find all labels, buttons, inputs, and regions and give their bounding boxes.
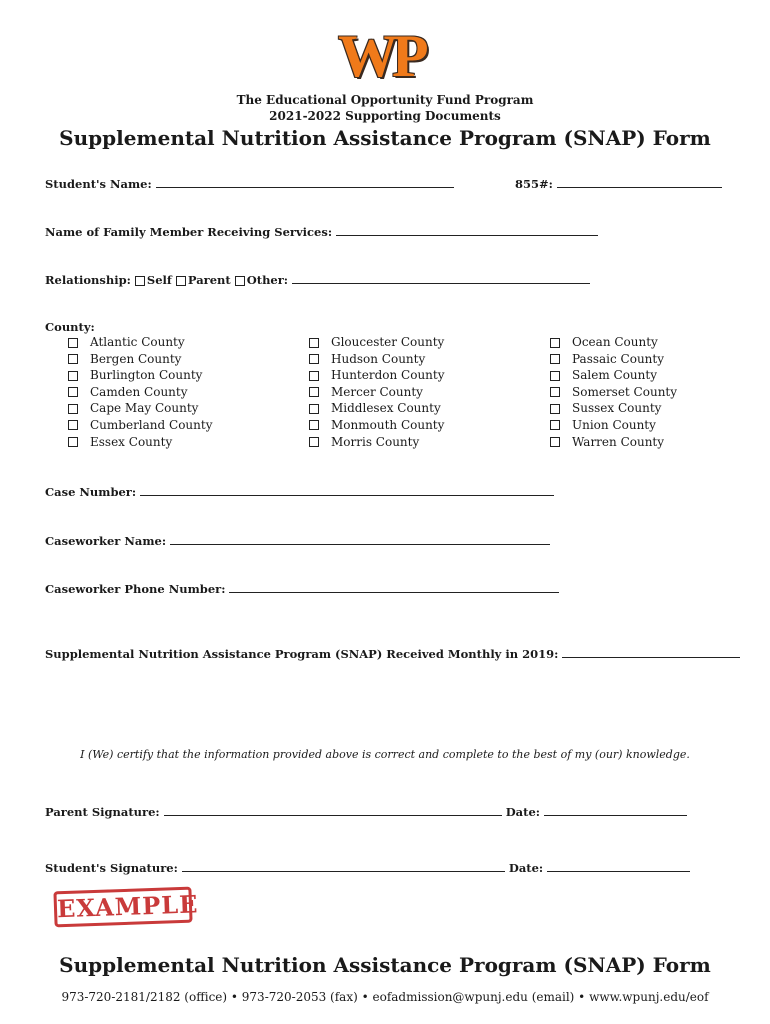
county-option[interactable] <box>68 367 213 384</box>
other-checkbox[interactable] <box>235 276 245 286</box>
county-name: Hunterdon County <box>331 368 445 383</box>
county-option[interactable] <box>68 434 213 451</box>
county-checkbox[interactable] <box>68 354 78 364</box>
county-name: Passaic County <box>572 351 664 366</box>
county-name: Middlesex County <box>331 401 441 416</box>
caseworker-phone-field[interactable] <box>45 581 559 596</box>
county-checkbox[interactable] <box>550 354 560 364</box>
county-checkbox[interactable] <box>309 420 319 430</box>
snap-received-field[interactable] <box>45 646 740 661</box>
county-name: Hudson County <box>331 351 426 366</box>
county-option[interactable] <box>68 417 213 434</box>
county-name: Mercer County <box>331 384 423 399</box>
county-option[interactable] <box>68 400 213 417</box>
id-855-line[interactable] <box>557 176 722 188</box>
relationship-field[interactable] <box>45 272 590 287</box>
county-option[interactable] <box>309 351 445 368</box>
county-column-2 <box>309 334 445 450</box>
county-checkbox[interactable] <box>550 420 560 430</box>
family-member-label: Name of Family Member Receiving Services: <box>45 225 333 239</box>
caseworker-name-line[interactable] <box>170 533 550 545</box>
student-signature-label: Student's Signature: <box>45 861 178 875</box>
county-checkbox[interactable] <box>68 420 78 430</box>
county-checkbox[interactable] <box>309 354 319 364</box>
id-855-field[interactable] <box>515 176 722 191</box>
program-year: 2021-2022 Supporting Documents <box>269 109 501 123</box>
county-checkbox[interactable] <box>309 437 319 447</box>
caseworker-phone-label: Caseworker Phone Number: <box>45 582 226 596</box>
county-checkbox[interactable] <box>68 387 78 397</box>
county-checkbox[interactable] <box>309 371 319 381</box>
other-label: Other: <box>246 273 289 287</box>
county-name: Warren County <box>572 434 665 449</box>
parent-label: Parent <box>187 273 231 287</box>
county-name: Salem County <box>572 368 657 383</box>
county-checkbox[interactable] <box>68 404 78 414</box>
county-option[interactable] <box>309 400 445 417</box>
parent-checkbox[interactable] <box>176 276 186 286</box>
self-label: Self <box>146 273 172 287</box>
student-date-line[interactable] <box>547 860 690 872</box>
county-option[interactable] <box>550 367 677 384</box>
county-checkbox[interactable] <box>68 371 78 381</box>
parent-signature-line[interactable] <box>164 804 502 816</box>
county-option[interactable] <box>309 334 445 351</box>
parent-signature-field[interactable] <box>45 804 687 819</box>
snap-received-label: Supplemental Nutrition Assistance Program (SNAP) Received Monthly in 2019: <box>45 647 559 661</box>
county-checkbox[interactable] <box>68 437 78 447</box>
county-name: Union County <box>572 417 656 432</box>
student-date-label: Date: <box>508 861 544 875</box>
county-checkbox[interactable] <box>309 387 319 397</box>
county-checkbox[interactable] <box>68 338 78 348</box>
county-name: Essex County <box>90 434 173 449</box>
program-name: The Educational Opportunity Fund Program <box>236 93 534 107</box>
county-name: Monmouth County <box>331 417 445 432</box>
county-option[interactable] <box>309 367 445 384</box>
caseworker-name-label: Caseworker Name: <box>45 534 167 548</box>
page-title: Supplemental Nutrition Assistance Program (SNAP) Form <box>59 126 711 150</box>
county-name: Camden County <box>90 384 188 399</box>
footer-contact: 973-720-2181/2182 (office) • 973-720-2053 (fax) • eofadmission@wpunj.edu (email) • www.wpunj.edu/eof <box>61 990 709 1004</box>
county-checkbox[interactable] <box>550 371 560 381</box>
footer-title: Supplemental Nutrition Assistance Program (SNAP) Form <box>59 953 711 977</box>
case-number-label: Case Number: <box>45 485 137 499</box>
parent-date-line[interactable] <box>544 804 687 816</box>
county-name: Burlington County <box>90 368 203 383</box>
county-option[interactable] <box>550 351 677 368</box>
county-name: Cumberland County <box>90 417 213 432</box>
student-name-field[interactable] <box>45 176 454 191</box>
certification-statement: I (We) certify that the information provided above is correct and complete to the best of my (our) knowledge. <box>80 748 690 761</box>
snap-received-line[interactable] <box>562 646 740 658</box>
student-name-label: Student's Name: <box>45 177 152 191</box>
family-member-field[interactable] <box>45 224 598 239</box>
county-option[interactable] <box>309 384 445 401</box>
county-option[interactable] <box>68 351 213 368</box>
county-checkbox[interactable] <box>550 387 560 397</box>
county-option[interactable] <box>68 334 213 351</box>
county-checkbox[interactable] <box>550 338 560 348</box>
example-stamp-text: EXAMPLE <box>56 889 199 924</box>
case-number-field[interactable] <box>45 484 554 499</box>
county-option[interactable] <box>550 434 677 451</box>
county-option[interactable] <box>550 417 677 434</box>
student-signature-line[interactable] <box>182 860 505 872</box>
county-name: Ocean County <box>572 335 658 349</box>
county-option[interactable] <box>68 384 213 401</box>
relationship-label: Relationship: <box>45 273 131 287</box>
county-option[interactable] <box>309 434 445 451</box>
logo-text: WP <box>338 23 423 89</box>
parent-date-label: Date: <box>505 805 541 819</box>
county-name: Cape May County <box>90 401 199 416</box>
id-855-label: 855#: <box>515 177 553 191</box>
example-stamp <box>53 887 199 928</box>
student-name-line[interactable] <box>156 176 454 188</box>
county-checkbox[interactable] <box>309 404 319 414</box>
other-line[interactable] <box>292 272 590 284</box>
county-name: Bergen County <box>90 351 182 366</box>
county-option[interactable] <box>550 384 677 401</box>
county-label: County: <box>45 320 95 334</box>
wp-logo <box>338 23 438 89</box>
family-member-line[interactable] <box>336 224 598 236</box>
caseworker-phone-line[interactable] <box>229 581 559 593</box>
self-checkbox[interactable] <box>135 276 145 286</box>
county-name: Gloucester County <box>331 335 445 349</box>
county-column-3 <box>550 334 677 450</box>
county-name: Morris County <box>331 434 420 449</box>
county-option[interactable] <box>309 417 445 434</box>
county-checkbox[interactable] <box>309 338 319 348</box>
student-signature-field[interactable] <box>45 860 690 875</box>
case-number-line[interactable] <box>140 484 554 496</box>
parent-signature-label: Parent Signature: <box>45 805 160 819</box>
county-checkbox[interactable] <box>550 404 560 414</box>
county-name: Somerset County <box>572 384 678 399</box>
county-option[interactable] <box>550 334 677 351</box>
county-name: Sussex County <box>572 401 662 416</box>
caseworker-name-field[interactable] <box>45 533 550 548</box>
county-checkbox[interactable] <box>550 437 560 447</box>
county-option[interactable] <box>550 400 677 417</box>
county-column-1 <box>68 334 213 450</box>
county-name: Atlantic County <box>90 335 185 349</box>
